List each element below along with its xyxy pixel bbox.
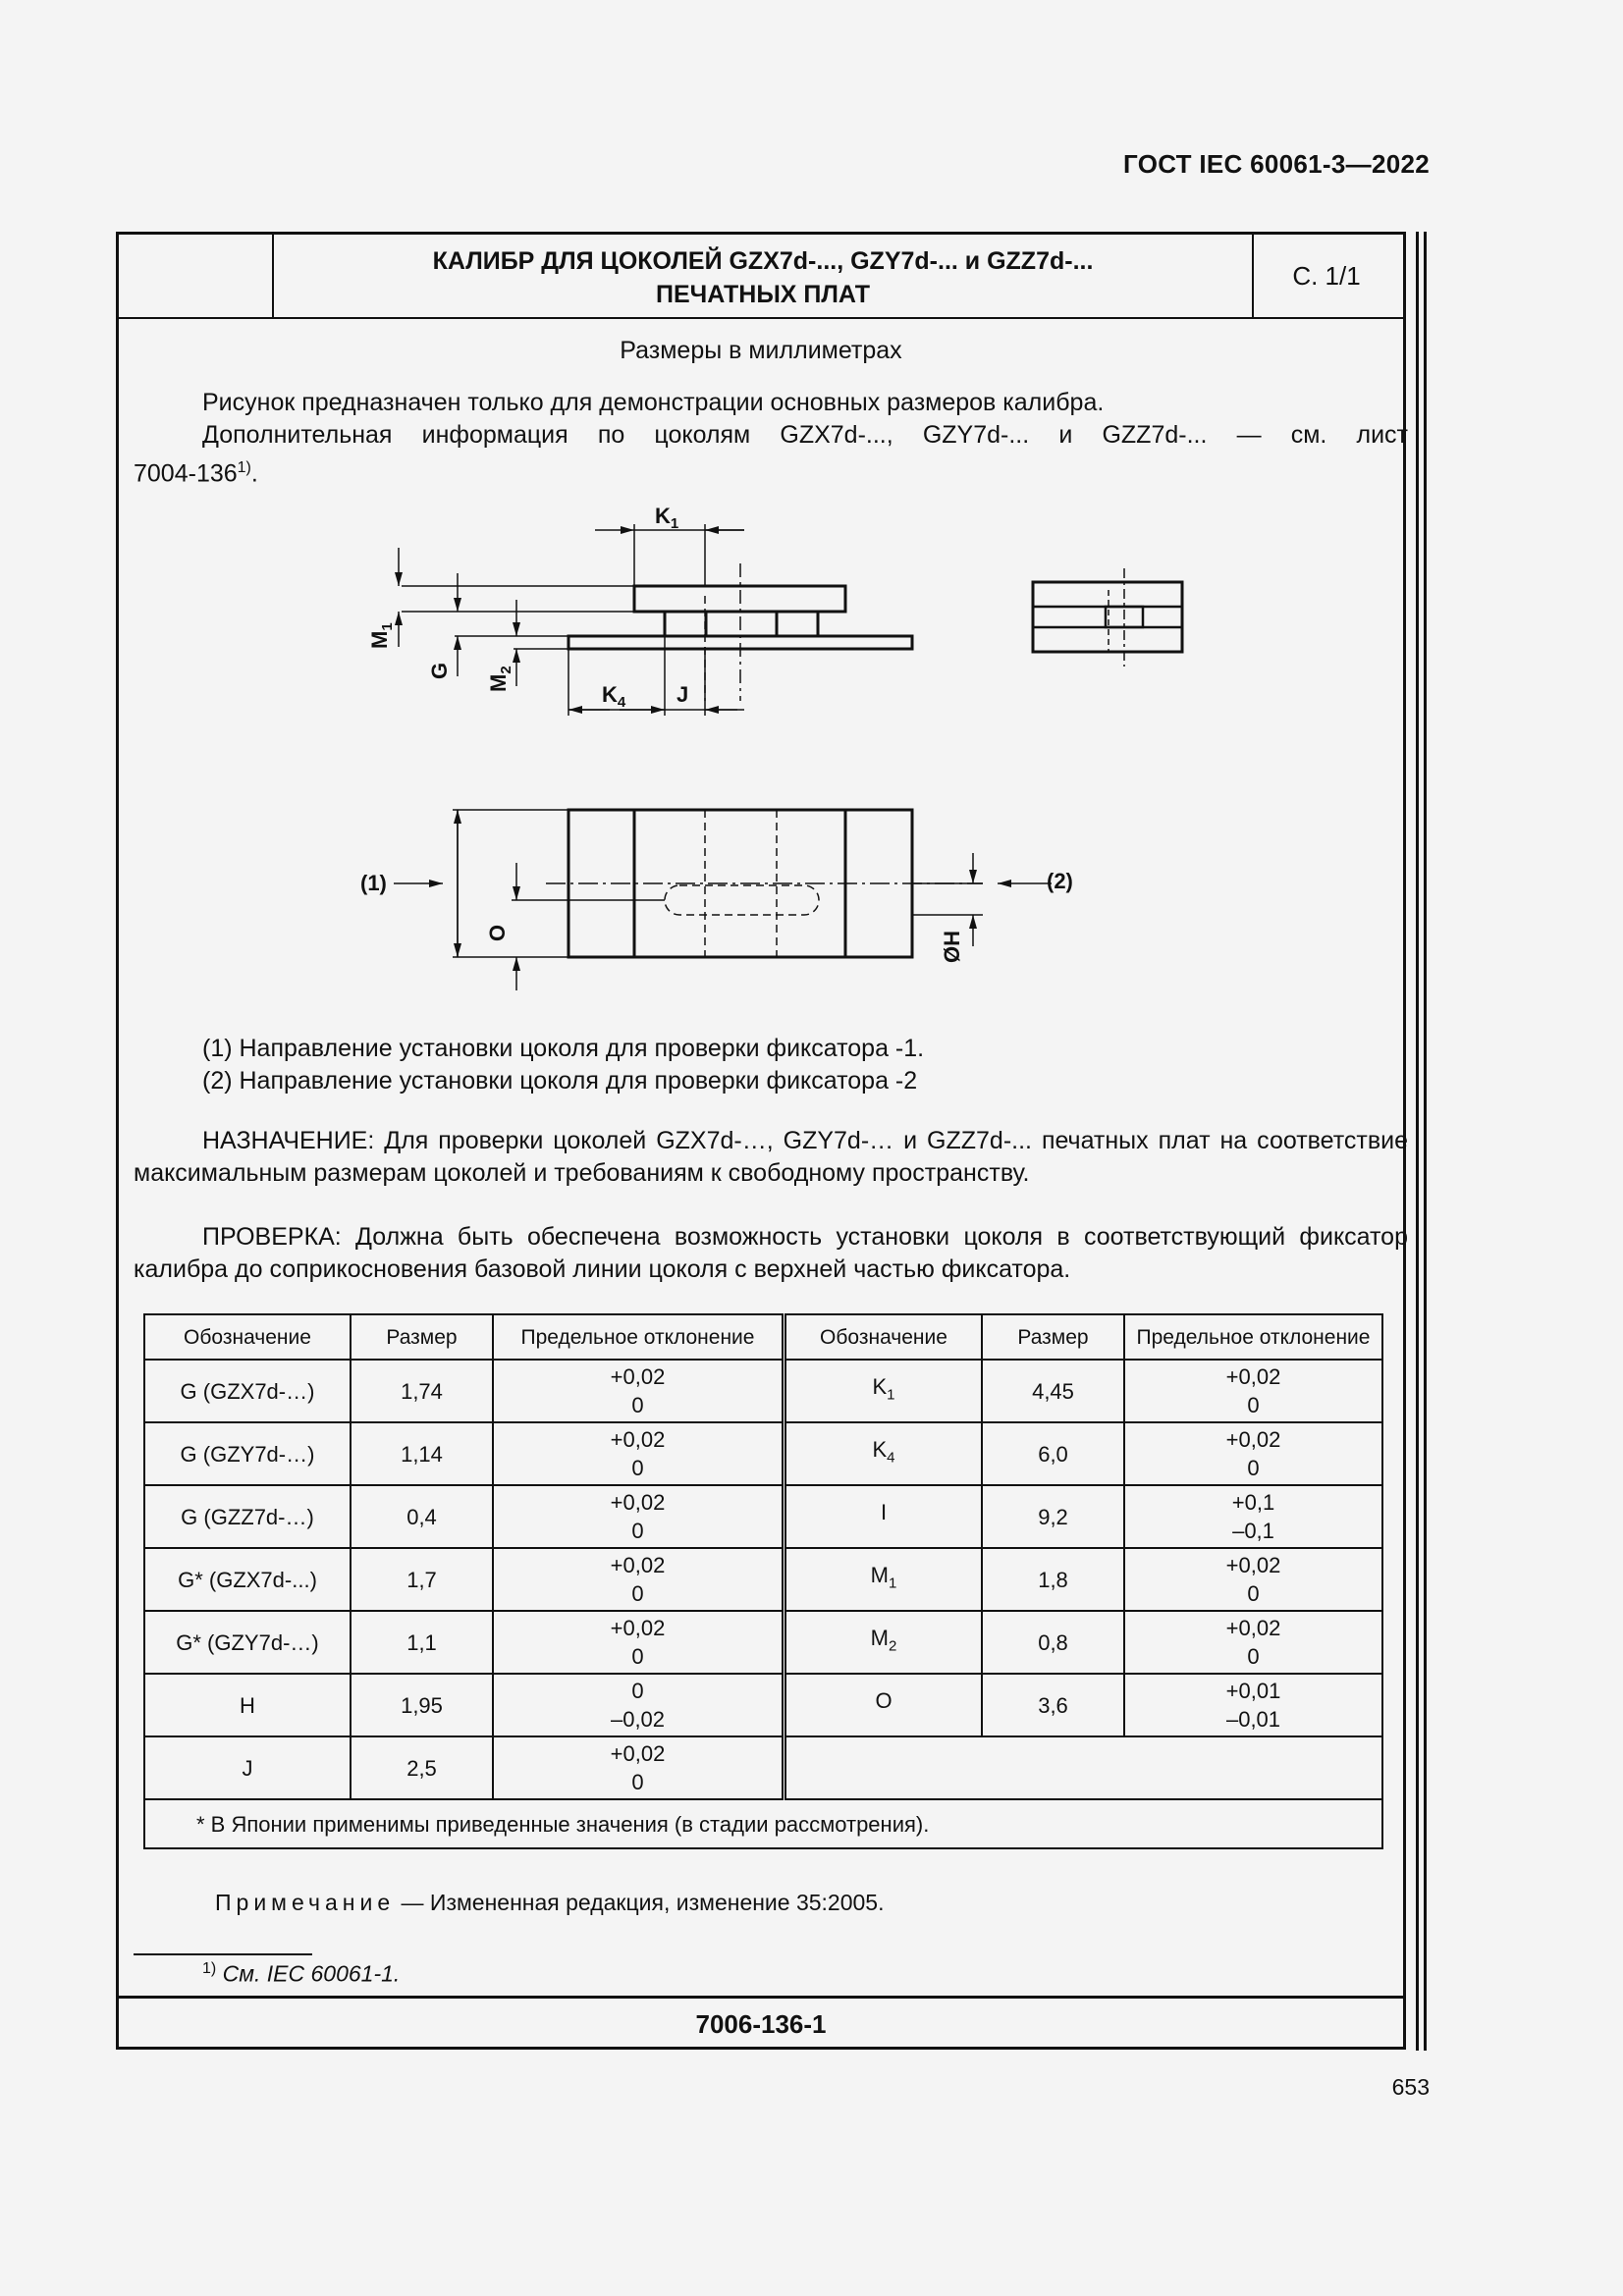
deviation-lower: –0,02 [610,1707,666,1732]
size-cell [982,1674,1124,1736]
deviation-cell [1124,1422,1382,1485]
note [215,1890,885,1916]
deviation-cell [1124,1611,1382,1674]
deviation-lower: –0,1 [1232,1519,1274,1543]
units-note: Размеры в миллиметрах [620,337,902,364]
designation: K [872,1374,888,1400]
empty-cell [784,1736,1383,1799]
j-label: J [676,682,689,707]
dimensions-table [143,1313,1383,1849]
deviation-lower: 0 [631,1519,644,1543]
designation-cell [784,1548,983,1611]
designation-cell [144,1736,351,1799]
deviation-upper: +0,02 [1225,1364,1281,1389]
k1-label: $K_1$ [655,504,679,532]
table-row [144,1548,1382,1611]
designation-cell [784,1360,983,1422]
sheet-number: 7006-136-1 [119,1996,1403,2047]
deviation-cell [1124,1548,1382,1611]
designation-cell [144,1674,351,1736]
designation: O [875,1688,893,1714]
deviation-cell [1124,1485,1382,1548]
designation-cell [144,1422,351,1485]
deviation-lower: 0 [1247,1581,1260,1606]
deviation-upper: +0,02 [1225,1616,1281,1640]
frame-margin-line [1424,232,1427,2051]
page-number: 653 [1391,2074,1430,2100]
footnote [202,1960,400,1988]
size-value: 0,8 [1038,1629,1068,1655]
designation: G (GZY7d-…) [180,1441,315,1467]
designation-subscript: 4 [887,1449,895,1467]
sheet-frame [116,232,1406,2050]
k4-label: $K_4$ [602,682,626,711]
size-value: 1,95 [401,1692,443,1718]
designation: G* (GZY7d-…) [176,1629,319,1655]
step-shape [665,612,706,636]
size-value: 0,4 [406,1504,437,1529]
size-value: 4,45 [1032,1378,1074,1404]
note-label: Примечание [215,1890,396,1915]
deviation-upper: 0 [631,1679,644,1703]
deviation-cell [493,1736,784,1799]
size-cell [982,1611,1124,1674]
note-text: — Измененная редакция, изменение 35:2005. [395,1890,885,1915]
check-paragraph [134,1221,1408,1286]
size-value: 6,0 [1038,1441,1068,1467]
table-header-row [144,1314,1382,1360]
sheet-reference: 7004-136 [134,459,238,488]
designation: G* (GZX7d-...) [178,1567,317,1592]
deviation-cell [1124,1674,1382,1736]
size-value: 1,8 [1038,1567,1068,1592]
table-row [144,1485,1382,1548]
direction-1-label: (1) [360,871,387,895]
designation: J [242,1755,253,1781]
size-value: 2,5 [406,1755,437,1781]
deviation-upper: +0,01 [1225,1679,1281,1703]
size-value: 1,74 [401,1378,443,1404]
table-footnote: * В Японии применимы приведенные значения (в стадии рассмотрения). [144,1799,1382,1848]
designation-cell [144,1485,351,1548]
designation: G (GZX7d-…) [180,1378,315,1404]
deviation-upper: +0,02 [1225,1427,1281,1452]
deviation-lower: 0 [631,1393,644,1417]
size-cell [351,1736,493,1799]
direction-note-1: (1) Направление установки цоколя для проверки фиксатора -1. [202,1035,925,1062]
designation: M [870,1626,889,1651]
direction-notes [202,1033,924,1097]
period: . [250,459,258,488]
table-row [144,1736,1382,1799]
size-value: 9,2 [1038,1504,1068,1529]
designation-cell [144,1360,351,1422]
footnote-text: См. IEC 60061-1. [216,1960,401,1987]
deviation-lower: 0 [631,1581,644,1606]
standard-code: ГОСТ IEC 60061-3—2022 [1123,149,1430,179]
size-cell [351,1674,493,1736]
size-cell [351,1485,493,1548]
deviation-upper: +0,02 [610,1616,666,1640]
table-row [144,1422,1382,1485]
table-row [144,1674,1382,1736]
g-label: G [427,662,452,679]
designation: H [240,1692,255,1718]
deviation-lower: 0 [631,1770,644,1794]
o-label: O [485,924,510,941]
designation-subscript: 1 [888,1575,897,1592]
header-cell: Размер [982,1314,1124,1360]
deviation-upper: +0,02 [1225,1553,1281,1577]
size-cell [982,1485,1124,1548]
size-cell [982,1422,1124,1485]
deviation-upper: +0,02 [610,1553,666,1577]
deviation-upper: +0,1 [1231,1490,1275,1515]
gauge-drawing [119,235,1405,1020]
header-cell: Обозначение [144,1314,351,1360]
designation-cell [144,1548,351,1611]
header-cell: Предельное отклонение [1124,1314,1382,1360]
designation-subscript: 1 [887,1386,895,1404]
purpose-paragraph [134,1125,1408,1190]
check-text: ПРОВЕРКА: Должна быть обеспечена возможность установки цоколя в соответствующий фиксатор калибра до соприкосновения базовой линии цоколя с верхней частью фиксатора. [134,1223,1408,1283]
size-value: 1,14 [401,1441,443,1467]
direction-2-label: (2) [1047,869,1073,893]
footnote-ref: 1) [237,459,251,476]
deviation-cell [493,1360,784,1422]
page-label: С. 1/1 [1292,261,1361,291]
header-cell: Размер [351,1314,493,1360]
designation: M [870,1563,889,1588]
designation-cell [784,1611,983,1674]
deviation-cell [1124,1360,1382,1422]
designation-cell [784,1485,983,1548]
table-row [144,1360,1382,1422]
footnote-marker: 1) [202,1960,217,1977]
step-shape-right [777,612,818,636]
designation-cell [784,1422,983,1485]
deviation-lower: 0 [1247,1644,1260,1669]
designation-subscript: 2 [888,1637,897,1655]
deviation-cell [493,1548,784,1611]
size-value: 1,7 [406,1567,437,1592]
deviation-cell [493,1422,784,1485]
deviation-cell [493,1611,784,1674]
designation-cell [784,1674,983,1736]
size-cell [982,1548,1124,1611]
end-view-outline [1033,582,1182,652]
size-cell [982,1360,1124,1422]
deviation-upper: +0,02 [610,1427,666,1452]
intro-line1: Рисунок предназначен только для демонстрации основных размеров калибра. [202,389,1105,416]
designation: G (GZZ7d-…) [181,1504,314,1529]
size-value: 3,6 [1038,1692,1068,1718]
direction-note-2: (2) Направление установки цоколя для проверки фиксатора -2 [202,1067,918,1095]
table-row [144,1611,1382,1674]
header-cell: Обозначение [784,1314,983,1360]
deviation-lower: 0 [1247,1393,1260,1417]
deviation-upper: +0,02 [610,1490,666,1515]
sheet-title-line1: КАЛИБР ДЛЯ ЦОКОЛЕЙ GZX7d-..., GZY7d-... и GZZ7d-... [432,247,1094,275]
deviation-cell [493,1485,784,1548]
size-value: 1,1 [406,1629,437,1655]
designation-cell [144,1611,351,1674]
deviation-lower: 0 [1247,1456,1260,1480]
table-footnote-row [144,1799,1382,1848]
m1-label: $M_1$ [367,622,396,649]
purpose-text: НАЗНАЧЕНИЕ: Для проверки цоколей GZX7d-…, GZY7d-… и GZZ7d-... печатных плат на соответствие максимальным размерам цоколей и требованиям к свободному пространству. [134,1127,1408,1187]
deviation-lower: 0 [631,1456,644,1480]
sheet-title-line2: ПЕЧАТНЫХ ПЛАТ [655,281,871,308]
size-cell [351,1548,493,1611]
size-cell [351,1611,493,1674]
deviation-upper: +0,02 [610,1364,666,1389]
size-cell [351,1360,493,1422]
deviation-upper: +0,02 [610,1741,666,1766]
intro-line2: Дополнительная информация по цоколям GZX7d-..., GZY7d-... и GZZ7d-... — см. лист [202,421,1408,449]
header-cell: Предельное отклонение [493,1314,784,1360]
deviation-lower: 0 [631,1644,644,1669]
size-cell [351,1422,493,1485]
frame-margin-line [1416,232,1419,2051]
deviation-lower: –0,01 [1225,1707,1281,1732]
designation: I [880,1500,888,1525]
slot-outline [665,885,819,915]
designation: K [872,1437,888,1463]
footnote-separator [134,1953,312,1955]
deviation-cell [493,1674,784,1736]
m2-label: $M_2$ [486,666,514,692]
h-label: ØH [940,931,964,963]
